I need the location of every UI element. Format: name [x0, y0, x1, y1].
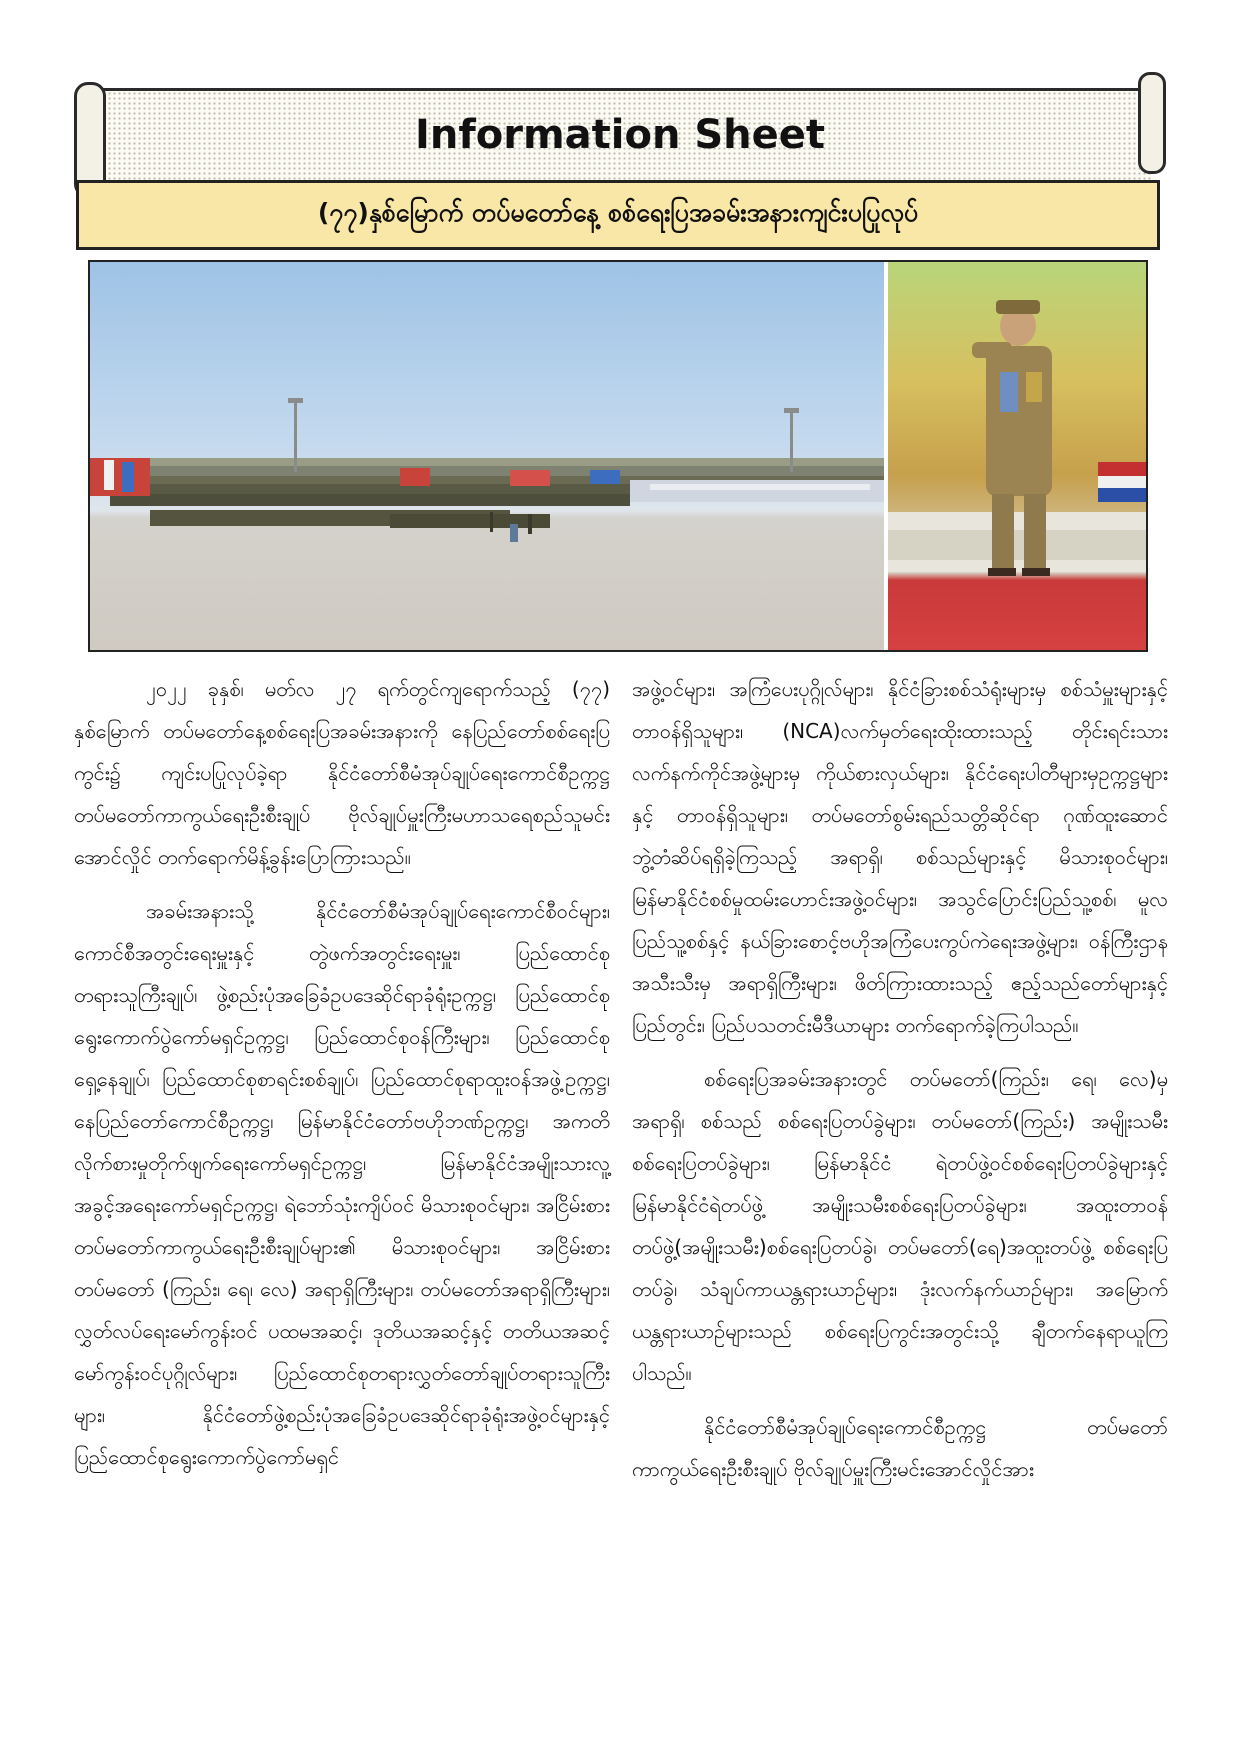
parade-scene-icon [90, 262, 884, 650]
paragraph: အခမ်းအနားသို့ နိုင်ငံတော်စီမံအုပ်ချုပ်ရေးကောင်စီဝင်များ၊ ကောင်စီအတွင်းရေးမှူးနှင့် တွဲဖက်အတွင်းရေးမှူး၊ ပြည်ထောင်စုတရားသူကြီးချုပ်၊ ဖွဲ့စည်းပုံအခြေခံဥပဒေဆိုင်ရာခုံရုံးဥက္ကဋ္ဌ၊ ပြည်ထောင်စုရွေးကောက်ပွဲကော်မရှင်ဥက္ကဋ္ဌ၊ ပြည်ထောင်စုဝန်ကြီးများ၊ ပြည်ထောင်စုရှေ့နေချုပ်၊ ပြည်ထောင်စုစာရင်းစစ်ချုပ်၊ ပြည်ထောင်စုရာထူးဝန်အဖွဲ့ဥက္ကဋ္ဌ၊ နေပြည်တော်ကောင်စီဥက္ကဋ္ဌ၊ မြန်မာနိုင်ငံတော်ဗဟိုဘဏ်ဥက္ကဋ္ဌ၊ အကတိလိုက်စားမှုတိုက်ဖျက်ရေးကော်မရှင်ဥက္ကဋ္ဌ၊ မြန်မာနိုင်ငံအမျိုးသားလူ့အခွင့်အရေးကော်မရှင်ဥက္ကဋ္ဌ၊ ရဲဘော်သုံးကျိပ်ဝင် မိသားစုဝင်များ၊ အငြိမ်းစားတပ်မတော်ကာကွယ်ရေးဦးစီးချုပ်များ၏ မိသားစုဝင်များ၊ အငြိမ်းစားတပ်မတော် (ကြည်း၊ ရေ၊ လေ) အရာရှိကြီးများ၊ တပ်မတော်အရာရှိကြီးများ၊ လွှတ်လပ်ရေးမော်ကွန်းဝင် ပထမအဆင့်၊ ဒုတိယအဆင့်နှင့် တတိယအဆင့်မော်ကွန်းဝင်ပုဂ္ဂိုလ်များ၊ ပြည်ထောင်စုတရားလွှတ်တော်ချုပ်တရားသူကြီးများ၊ နိုင်ငံတော်ဖွဲ့စည်းပုံအခြေခံဥပဒေဆိုင်ရာခုံရုံးအဖွဲ့ဝင်များနှင့် ပြည်ထောင်စုရွေးကောက်ပွဲကော်မရှင် [74, 899, 610, 1469]
title-banner [72, 82, 1168, 182]
page-title: Information Sheet [414, 112, 826, 158]
paragraph: အဖွဲ့ဝင်များ၊ အကြံပေးပုဂ္ဂိုလ်များ၊ နိုင်ငံခြားစစ်သံရုံးများမှ စစ်သံမှူးများနှင့် တာဝန်ရှိသူများ၊ (NCA)လက်မှတ်ရေးထိုးထားသည့် တိုင်းရင်းသားလက်နက်ကိုင်အဖွဲ့များမှ ကိုယ်စားလှယ်များ၊ နိုင်ငံရေးပါတီများမှဥက္ကဋ္ဌများနှင့် တာဝန်ရှိသူများ၊ တပ်မတော်စွမ်းရည်သတ္တိဆိုင်ရာ ဂုဏ်ထူးဆောင်ဘွဲ့တံဆိပ်ရရှိခဲ့ကြသည့် အရာရှိ၊ စစ်သည်များနှင့် မိသားစုဝင်များ၊ မြန်မာနိုင်ငံစစ်မှုထမ်းဟောင်းအဖွဲ့ဝင်များ၊ အသွင်ပြောင်းပြည်သူ့စစ်၊ မူလပြည်သူ့စစ်နှင့် နယ်ခြားစောင့်ဗဟိုအကြံပေးကွပ်ကဲရေးအဖွဲ့များ၊ ဝန်ကြီးဌာနအသီးသီးမှ အရာရှိကြီးများ၊ ဖိတ်ကြားထားသည့် ဧည့်သည်တော်များနှင့် ပြည်တွင်း၊ ပြည်ပသတင်းမီဒီယာများ တက်ရောက်ခဲ့ကြပါသည်။ [632, 677, 1168, 1037]
subtitle-text: (၇၇)နှစ်မြောက် တပ်မတော်နေ့ စစ်ရေးပြအခမ်းအနားကျင်းပပြုလုပ် [317, 197, 919, 227]
saluting-officer-icon [888, 262, 1146, 650]
paragraph: နိုင်ငံတော်စီမံအုပ်ချုပ်ရေးကောင်စီဥက္ကဋ္ဌ တပ်မတော်ကာကွယ်ရေးဦးစီးချုပ် ဗိုလ်ချုပ်မှူးကြီးမင်းအောင်လှိုင်အား [632, 1415, 1168, 1481]
saluting-officer-photo [888, 262, 1146, 650]
paragraph: ၂၀၂၂ ခုနှစ်၊ မတ်လ ၂၇ ရက်တွင်ကျရောက်သည့် (၇၇) နှစ်မြောက် တပ်မတော်နေ့စစ်ရေးပြအခမ်းအနားကို နေပြည်တော်စစ်ရေးပြကွင်း၌ ကျင်းပပြုလုပ်ခဲ့ရာ နိုင်ငံတော်စီမံအုပ်ချုပ်ရေးကောင်စီဥက္ကဋ္ဌ တပ်မတော်ကာကွယ်ရေးဦးစီးချုပ် ဗိုလ်ချုပ်မှူးကြီးမဟာသရေစည်သူမင်းအောင်လှိုင် တက်ရောက်မိန့်ခွန်းပြောကြားသည်။ [74, 677, 610, 869]
body-column-right [632, 668, 1168, 1502]
photo-panel [88, 260, 1148, 652]
subtitle-bar [76, 180, 1160, 250]
parade-ground-photo [90, 262, 884, 650]
body-column-left [74, 668, 610, 1490]
paragraph: စစ်ရေးပြအခမ်းအနားတွင် တပ်မတော်(ကြည်း၊ ရေ၊ လေ)မှ အရာရှိ၊ စစ်သည် စစ်ရေးပြတပ်ခွဲများ၊ တပ်မတော်(ကြည်း) အမျိုးသမီးစစ်ရေးပြတပ်ခွဲများ၊ မြန်မာနိုင်ငံ ရဲတပ်ဖွဲ့ဝင်စစ်ရေးပြတပ်ခွဲများနှင့် မြန်မာနိုင်ငံရဲတပ်ဖွဲ့ အမျိုးသမီးစစ်ရေးပြတပ်ခွဲများ၊ အထူးတာဝန်တပ်ဖွဲ့(အမျိုးသမီး)စစ်ရေးပြတပ်ခွဲ၊ တပ်မတော်(ရေ)အထူးတပ်ဖွဲ့ စစ်ရေးပြတပ်ခွဲ၊ သံချပ်ကာယန္တရားယာဉ်များ၊ ဒုံးလက်နက်ယာဉ်များ၊ အမြောက်ယန္တရားယာဉ်များသည် စစ်ရေးပြကွင်းအတွင်းသို့ ချီတက်နေရာယူကြပါသည်။ [632, 1067, 1168, 1385]
